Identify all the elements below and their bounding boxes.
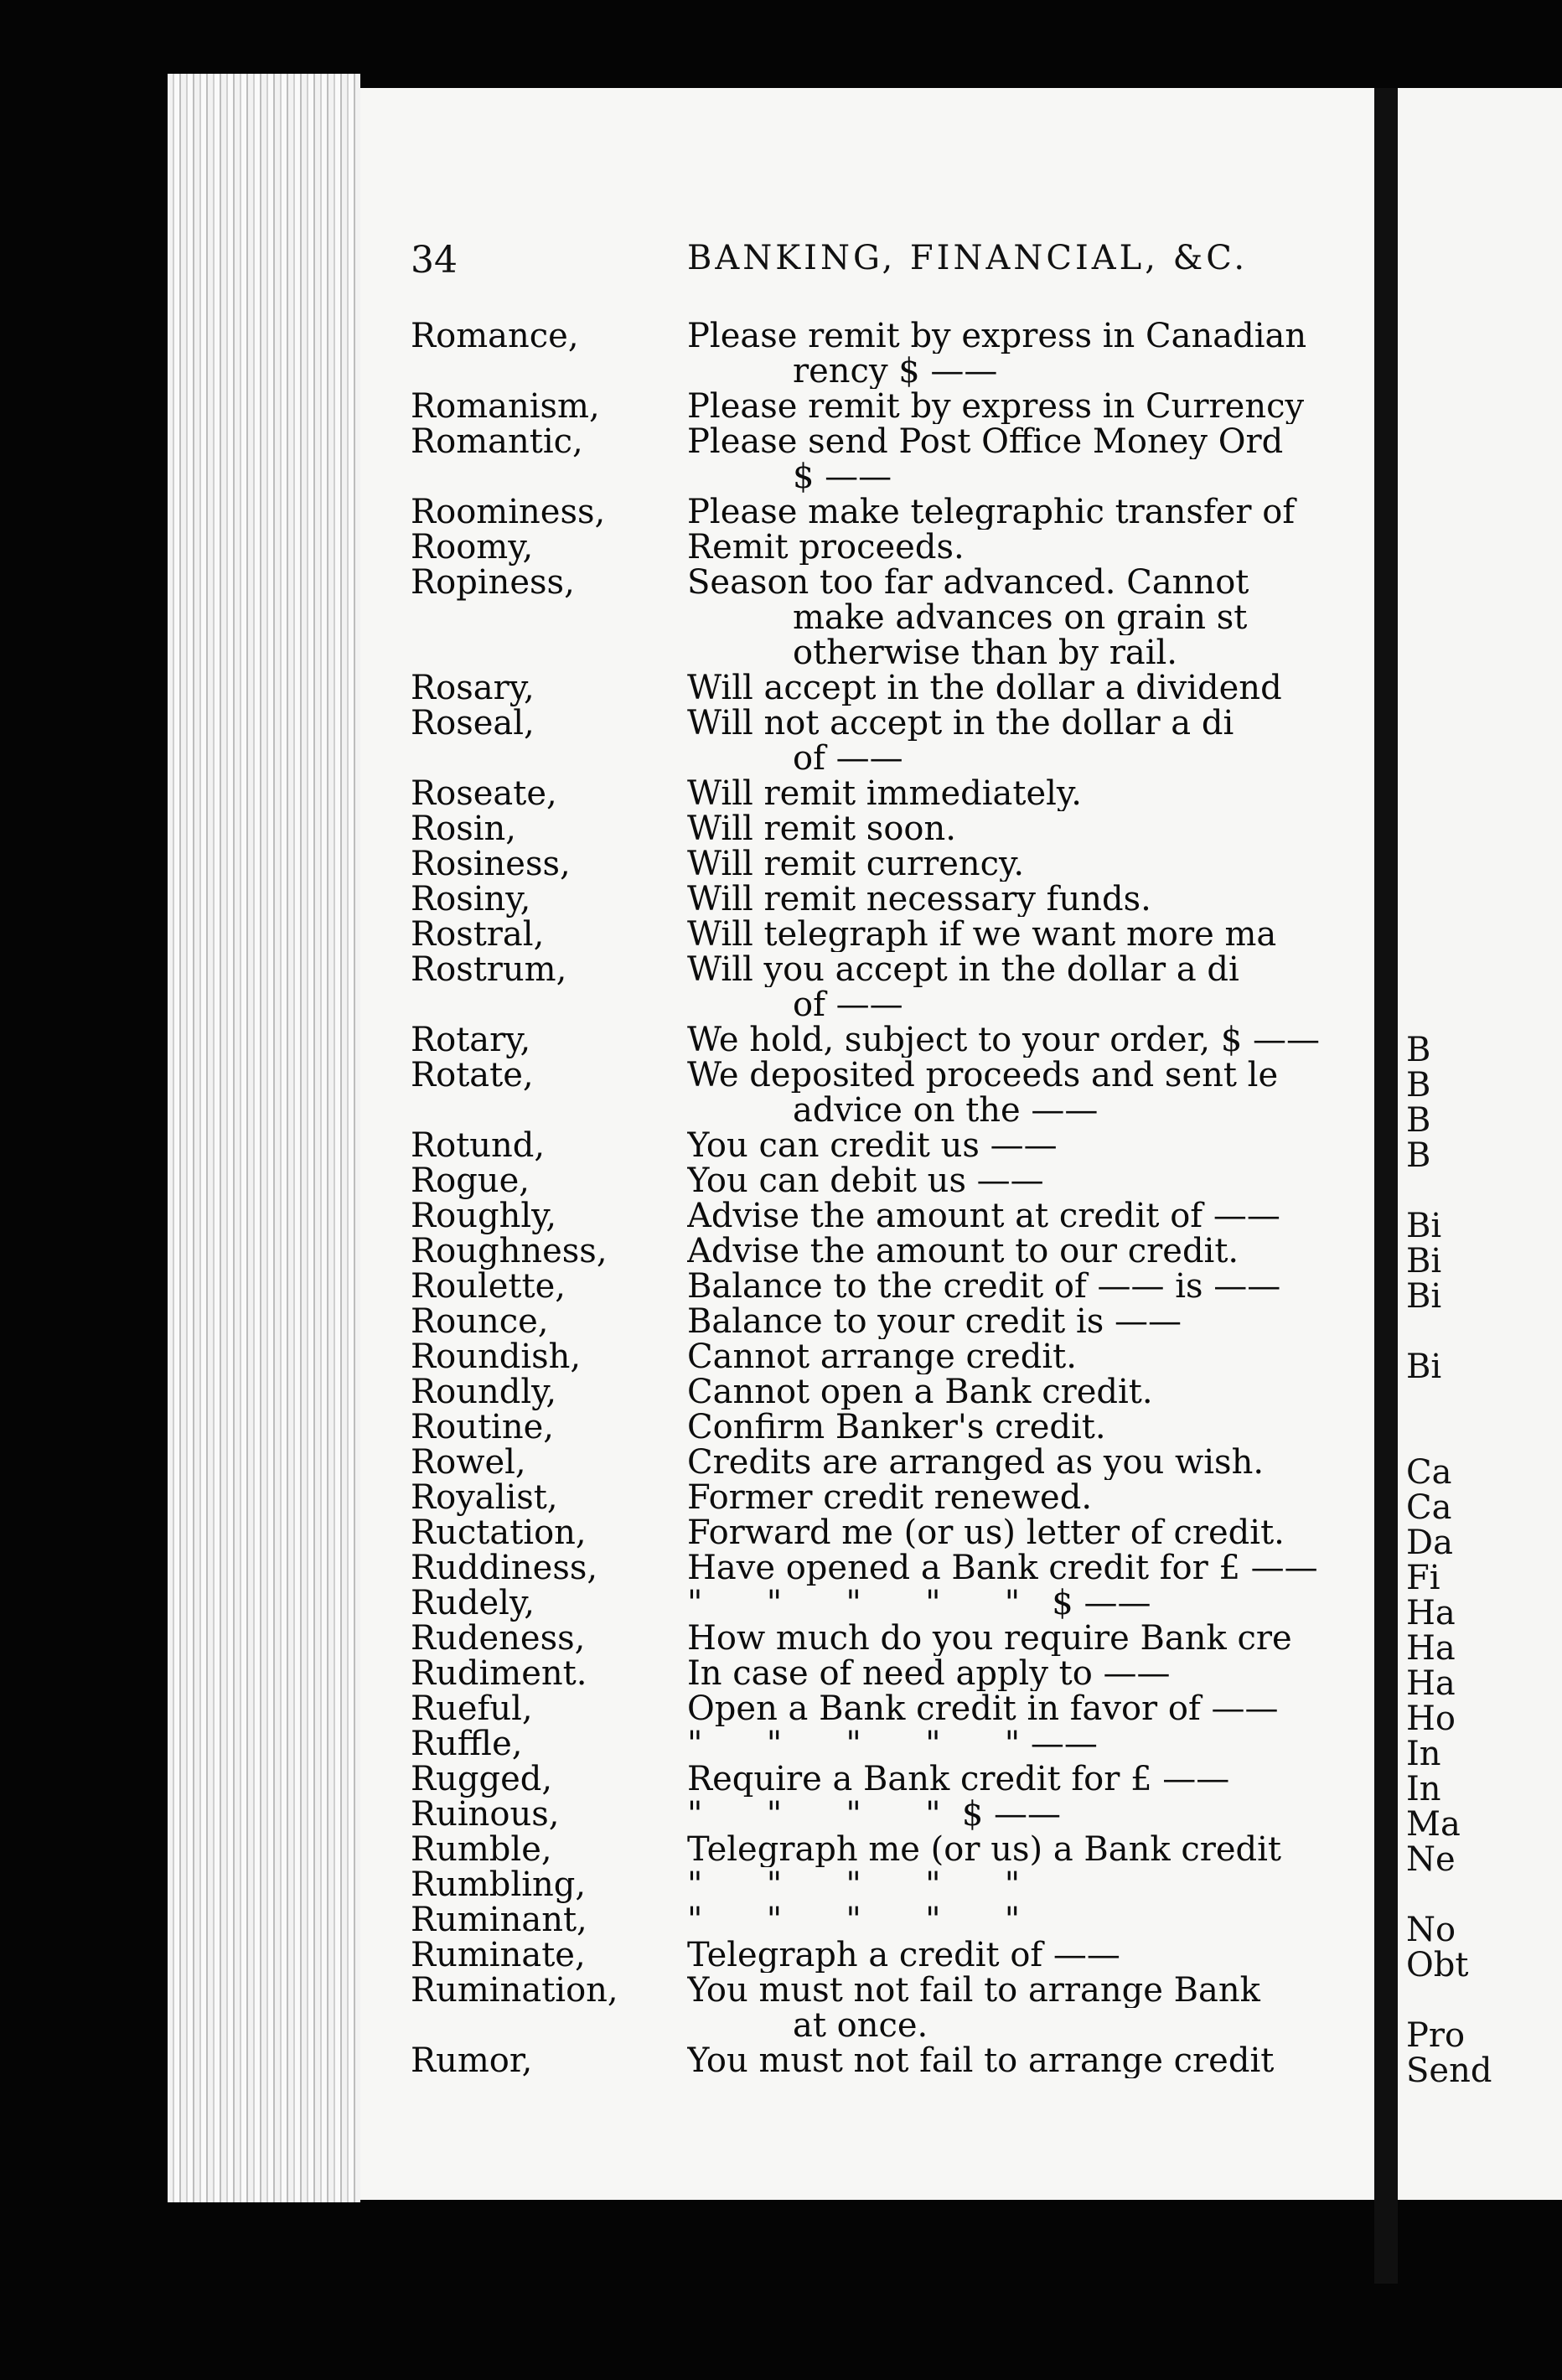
code-meaning: In case of need apply to —— — [687, 1656, 1171, 1691]
code-meaning: You must not fail to arrange credit — [687, 2043, 1275, 2078]
right-page-fragment: Send — [1406, 2051, 1492, 2090]
code-meaning: You can credit us —— — [687, 1128, 1058, 1163]
code-entry-row — [411, 1621, 1374, 1656]
code-word: Rosiny, — [411, 880, 531, 918]
code-word: Rosin, — [411, 810, 516, 848]
code-meaning: Please remit by express in Canadian — [687, 318, 1307, 354]
code-entry-row — [411, 459, 1374, 494]
code-word: Rostral, — [411, 915, 545, 954]
code-word: Rosary, — [411, 669, 535, 707]
right-page-fragment: Pro — [1406, 2016, 1466, 2055]
code-meaning: Will remit immediately. — [687, 776, 1082, 811]
code-word: Ruddiness, — [411, 1549, 598, 1587]
code-entry-row — [411, 706, 1374, 741]
code-meaning: " " " " " —— — [687, 1726, 1098, 1762]
code-word — [411, 459, 687, 494]
right-page-fragment: B — [1406, 1031, 1431, 1069]
code-meaning: Please send Post Office Money Ord — [687, 424, 1284, 459]
code-meaning: Confirm Banker's credit. — [687, 1410, 1106, 1445]
right-page-fragment: Bi — [1406, 1242, 1442, 1281]
code-word: Rudely, — [411, 1584, 535, 1622]
code-meaning: How much do you require Bank cre — [687, 1621, 1292, 1656]
code-word — [411, 2008, 687, 2043]
code-word: Ruinous, — [411, 1795, 560, 1834]
code-word: Ruminant, — [411, 1901, 587, 1939]
right-page-fragment: B — [1406, 1066, 1431, 1105]
code-meaning: Open a Bank credit in favor of —— — [687, 1691, 1279, 1726]
code-word: Romanism, — [411, 387, 600, 426]
code-meaning: make advances on grain st — [793, 600, 1248, 635]
code-word: Roominess, — [411, 493, 606, 531]
code-word: Royalist, — [411, 1478, 558, 1517]
right-page-fragment: Bi — [1406, 1277, 1442, 1316]
code-entry-row — [411, 1973, 1374, 2008]
code-meaning: at once. — [793, 2008, 928, 2043]
right-page-fragment: In — [1406, 1735, 1441, 1773]
code-entry-row — [411, 987, 1374, 1022]
code-entry-row — [411, 1269, 1374, 1304]
code-meaning: " " " " $ —— — [687, 1797, 1062, 1832]
code-word: Rostrum, — [411, 950, 567, 989]
code-meaning: Season too far advanced. Cannot — [687, 565, 1249, 600]
code-entry-row — [411, 1445, 1374, 1480]
code-word: Rogue, — [411, 1162, 530, 1200]
code-meaning: You can debit us —— — [687, 1163, 1044, 1198]
code-entry-row — [411, 2008, 1374, 2043]
code-word: Rotary, — [411, 1021, 531, 1059]
code-word: Rugged, — [411, 1760, 553, 1798]
right-page-fragment: Obt — [1406, 1946, 1469, 1984]
code-entry-row — [411, 424, 1374, 459]
code-entry-row — [411, 354, 1374, 389]
code-word: Romance, — [411, 317, 579, 355]
code-meaning: Former credit renewed. — [687, 1480, 1093, 1515]
code-entry-row — [411, 882, 1374, 917]
code-entry-row — [411, 1058, 1374, 1093]
code-entry-row — [411, 670, 1374, 706]
code-word: Rounce, — [411, 1302, 549, 1341]
code-word: Roundish, — [411, 1337, 582, 1376]
code-meaning: We hold, subject to your order, $ —— — [687, 1022, 1321, 1058]
code-word: Ructation, — [411, 1513, 587, 1552]
code-meaning: rency $ —— — [793, 354, 998, 389]
code-meaning: Have opened a Bank credit for £ —— — [687, 1550, 1318, 1586]
code-word: Ruminate, — [411, 1936, 586, 1974]
code-meaning: Require a Bank credit for £ —— — [687, 1762, 1230, 1797]
code-meaning: advice on the —— — [793, 1093, 1099, 1128]
right-page-fragment: No — [1406, 1911, 1456, 1949]
code-meaning: " " " " " — [687, 1867, 1021, 1902]
code-meaning: Please remit by express in Currency — [687, 389, 1305, 424]
code-entry-row — [411, 1234, 1374, 1269]
code-word: Roughness, — [411, 1232, 608, 1270]
code-word: Romantic, — [411, 422, 583, 461]
code-meaning: Please make telegraphic transfer of — [687, 494, 1296, 530]
code-entry-row — [411, 494, 1374, 530]
running-title: BANKING, FINANCIAL, &C. — [687, 239, 1249, 277]
code-entry-row — [411, 1550, 1374, 1586]
code-word: Rotund, — [411, 1126, 546, 1165]
code-word: Roseal, — [411, 704, 535, 742]
code-meaning: of —— — [793, 741, 903, 776]
code-word: Roundly, — [411, 1373, 557, 1411]
code-entry-row — [411, 741, 1374, 776]
code-meaning: Forward me (or us) letter of credit. — [687, 1515, 1285, 1550]
code-entry-row — [411, 952, 1374, 987]
code-meaning: " " " " " $ —— — [687, 1586, 1151, 1621]
code-entry-row — [411, 1339, 1374, 1374]
code-meaning: We deposited proceeds and sent le — [687, 1058, 1279, 1093]
right-page-fragment: Bi — [1406, 1348, 1442, 1386]
code-meaning: $ —— — [793, 459, 892, 494]
code-meaning: Credits are arranged as you wish. — [687, 1445, 1265, 1480]
code-entry-row — [411, 1762, 1374, 1797]
code-entry-row — [411, 635, 1374, 670]
right-page-fragment: In — [1406, 1770, 1441, 1808]
code-meaning: Balance to your credit is —— — [687, 1304, 1182, 1339]
code-entry-row — [411, 318, 1374, 354]
code-entry-row — [411, 389, 1374, 424]
code-entry-row — [411, 1198, 1374, 1234]
code-meaning: Will telegraph if we want more ma — [687, 917, 1277, 952]
code-entry-row — [411, 1726, 1374, 1762]
code-word: Ruffle, — [411, 1725, 523, 1763]
book-gutter — [1374, 88, 1398, 2284]
page-number: 34 — [411, 239, 458, 282]
code-entry-row — [411, 1832, 1374, 1867]
code-word: Roughly, — [411, 1197, 557, 1235]
code-entry-row — [411, 1797, 1374, 1832]
code-word: Roulette, — [411, 1267, 566, 1306]
code-word: Rumble, — [411, 1830, 552, 1869]
code-meaning: Will remit necessary funds. — [687, 882, 1151, 917]
code-word: Roseate, — [411, 774, 557, 813]
code-entry-row — [411, 1093, 1374, 1128]
code-meaning: Will accept in the dollar a dividend — [687, 670, 1282, 706]
code-meaning: of —— — [793, 987, 903, 1022]
right-page-fragment: Da — [1406, 1524, 1453, 1562]
code-word: Rotate, — [411, 1056, 534, 1094]
code-meaning: Cannot open a Bank credit. — [687, 1374, 1153, 1410]
right-page-fragment: Ca — [1406, 1488, 1452, 1527]
code-meaning: Will you accept in the dollar a di — [687, 952, 1239, 987]
code-entry-row — [411, 776, 1374, 811]
code-word: Rowel, — [411, 1443, 526, 1482]
code-entry-row — [411, 1586, 1374, 1621]
code-meaning: Will remit currency. — [687, 846, 1025, 882]
code-entry-row — [411, 1163, 1374, 1198]
code-entry-row — [411, 1410, 1374, 1445]
code-entry-row — [411, 1128, 1374, 1163]
right-page-fragment: Ne — [1406, 1840, 1456, 1879]
right-page-fragment: Ma — [1406, 1805, 1461, 1844]
code-meaning: otherwise than by rail. — [793, 635, 1178, 670]
right-page-fragment: B — [1406, 1101, 1431, 1140]
code-word: Rudeness, — [411, 1619, 586, 1658]
code-word: Rumbling, — [411, 1865, 587, 1904]
code-word — [411, 600, 687, 635]
right-page-fragment: Ha — [1406, 1629, 1456, 1668]
code-entry-row — [411, 1691, 1374, 1726]
code-meaning: Telegraph me (or us) a Bank credit — [687, 1832, 1282, 1867]
code-entry-row — [411, 1304, 1374, 1339]
code-entry-row — [411, 1515, 1374, 1550]
code-word — [411, 354, 687, 389]
code-meaning: Telegraph a credit of —— — [687, 1938, 1120, 1973]
code-entry-row — [411, 1902, 1374, 1938]
code-word: Rumor, — [411, 2041, 533, 2080]
code-entries-list — [411, 318, 1374, 2078]
code-entry-row — [411, 2043, 1374, 2078]
code-word: Rudiment. — [411, 1654, 587, 1693]
right-page-fragment: Ca — [1406, 1453, 1452, 1492]
code-entry-row — [411, 846, 1374, 882]
code-meaning: Cannot arrange credit. — [687, 1339, 1077, 1374]
code-entry-row — [411, 1938, 1374, 1973]
right-page-fragment: Bi — [1406, 1207, 1442, 1245]
right-page-fragment: Ho — [1406, 1700, 1456, 1738]
code-meaning: " " " " " — [687, 1902, 1021, 1938]
code-entry-row — [411, 1656, 1374, 1691]
code-word — [411, 1093, 687, 1128]
code-meaning: Advise the amount at credit of —— — [687, 1198, 1280, 1234]
code-word — [411, 987, 687, 1022]
code-meaning: Balance to the credit of —— is —— — [687, 1269, 1281, 1304]
right-page-fragment: Ha — [1406, 1594, 1456, 1632]
code-meaning: You must not fail to arrange Bank — [687, 1973, 1260, 2008]
code-meaning: Remit proceeds. — [687, 530, 965, 565]
code-word: Rumination, — [411, 1971, 618, 2010]
code-meaning: Advise the amount to our credit. — [687, 1234, 1239, 1269]
code-word: Ropiness, — [411, 563, 575, 602]
code-word — [411, 741, 687, 776]
right-page-fragment: Fi — [1406, 1559, 1440, 1597]
code-word: Routine, — [411, 1408, 554, 1446]
code-entry-row — [411, 811, 1374, 846]
right-page-fragment: Ha — [1406, 1664, 1456, 1703]
code-word: Rosiness, — [411, 845, 571, 883]
code-entry-row — [411, 530, 1374, 565]
right-page-fragment: B — [1406, 1136, 1431, 1175]
code-entry-row — [411, 1480, 1374, 1515]
code-entry-row — [411, 1022, 1374, 1058]
code-meaning: Will not accept in the dollar a di — [687, 706, 1234, 741]
code-word: Roomy, — [411, 528, 534, 567]
code-word: Rueful, — [411, 1689, 533, 1728]
code-word — [411, 635, 687, 670]
code-meaning: Will remit soon. — [687, 811, 956, 846]
book-page-edges — [168, 74, 360, 2202]
code-entry-row — [411, 917, 1374, 952]
code-entry-row — [411, 565, 1374, 600]
code-entry-row — [411, 600, 1374, 635]
code-entry-row — [411, 1374, 1374, 1410]
code-entry-row — [411, 1867, 1374, 1902]
